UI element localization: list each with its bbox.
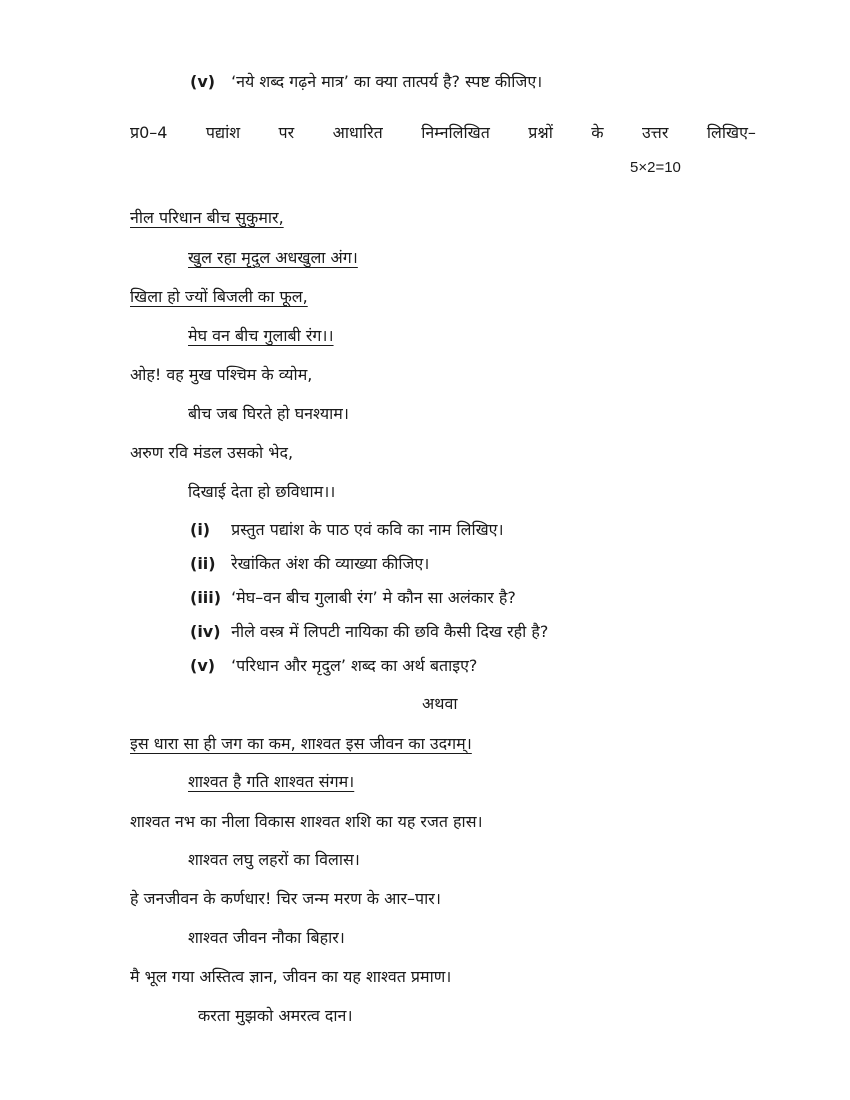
heading-word: पद्यांश — [205, 123, 241, 142]
poem-line: ओह! वह मुख पश्चिम के व्योम, — [130, 365, 313, 384]
poem-line: बीच जब घिरते हो घनश्याम। — [188, 404, 349, 423]
athva-divider: अथवा — [422, 694, 458, 713]
question-text: रेखांकित अंश की व्याख्या कीजिए। — [231, 554, 430, 573]
heading-word: आधारित — [332, 123, 383, 142]
heading-word: लिखिए– — [706, 123, 756, 142]
question-3-v — [190, 71, 542, 93]
heading-word: के — [591, 123, 604, 142]
sub-question — [190, 621, 548, 643]
question-text: ‘परिधान और मृदुल’ शब्द का अर्थ बताइए? — [231, 656, 478, 675]
sub-question — [190, 587, 516, 609]
sub-question — [190, 553, 429, 575]
question-number: (iii) — [190, 588, 222, 607]
question-number: (iv) — [190, 622, 221, 641]
poem-line: शाश्वत जीवन नौका बिहार। — [188, 928, 345, 947]
question-4-label: प्र0–4 — [130, 123, 168, 142]
question-text: ‘नये शब्द गढ़ने मात्र’ का क्या तात्पर्य है? स्पष्ट कीजिए। — [231, 72, 543, 91]
poem-line: मै भूल गया अस्तित्व ज्ञान, जीवन का यह शाश्वत प्रमाण। — [130, 967, 452, 986]
poem-line: दिखाई देता हो छविधाम।। — [188, 482, 336, 501]
poem-line: इस धारा सा ही जग का कम, शाश्वत इस जीवन का उदगम्। — [130, 734, 472, 753]
heading-word: उत्तर — [642, 123, 669, 142]
heading-word: पर — [278, 123, 295, 142]
question-number: (ii) — [190, 554, 216, 573]
poem-line: शाश्वत नभ का नीला विकास शाश्वत शशि का यह रजत हास। — [130, 812, 483, 831]
question-text: ‘मेघ–वन बीच गुलाबी रंग’ मे कौन सा अलंकार है? — [231, 588, 516, 607]
question-number: (v) — [190, 72, 216, 91]
poem-line: मेघ वन बीच गुलाबी रंग।। — [188, 326, 334, 345]
question-number: (v) — [190, 656, 216, 675]
poem-line: अरुण रवि मंडल उसको भेद, — [130, 443, 294, 462]
poem-line: नील परिधान बीच सुकुमार, — [130, 208, 284, 227]
question-4-heading — [130, 122, 756, 144]
poem-line: हे जनजीवन के कर्णधार! चिर जन्म मरण के आर–पार। — [130, 889, 441, 908]
poem-line: खुल रहा मृदुल अधखुला अंग। — [188, 248, 358, 267]
question-number: (i) — [190, 520, 211, 539]
heading-word: प्रश्नों — [528, 123, 553, 142]
question-text: नीले वस्त्र में लिपटी नायिका की छवि कैसी दिख रही है? — [231, 622, 549, 641]
poem-line: शाश्वत है गति शाश्वत संगम। — [188, 772, 355, 791]
marks-allocation: 5×2=10 — [630, 159, 681, 176]
sub-question — [190, 655, 477, 677]
sub-question — [190, 519, 504, 541]
poem-line: खिला हो ज्यों बिजली का फूल, — [130, 287, 308, 306]
poem-line: शाश्वत लघु लहरों का विलास। — [188, 850, 360, 869]
poem-line: करता मुझको अमरत्व दान। — [198, 1006, 353, 1025]
heading-word: निम्नलिखित — [421, 123, 490, 142]
question-text: प्रस्तुत पद्यांश के पाठ एवं कवि का नाम लिखिए। — [231, 520, 504, 539]
